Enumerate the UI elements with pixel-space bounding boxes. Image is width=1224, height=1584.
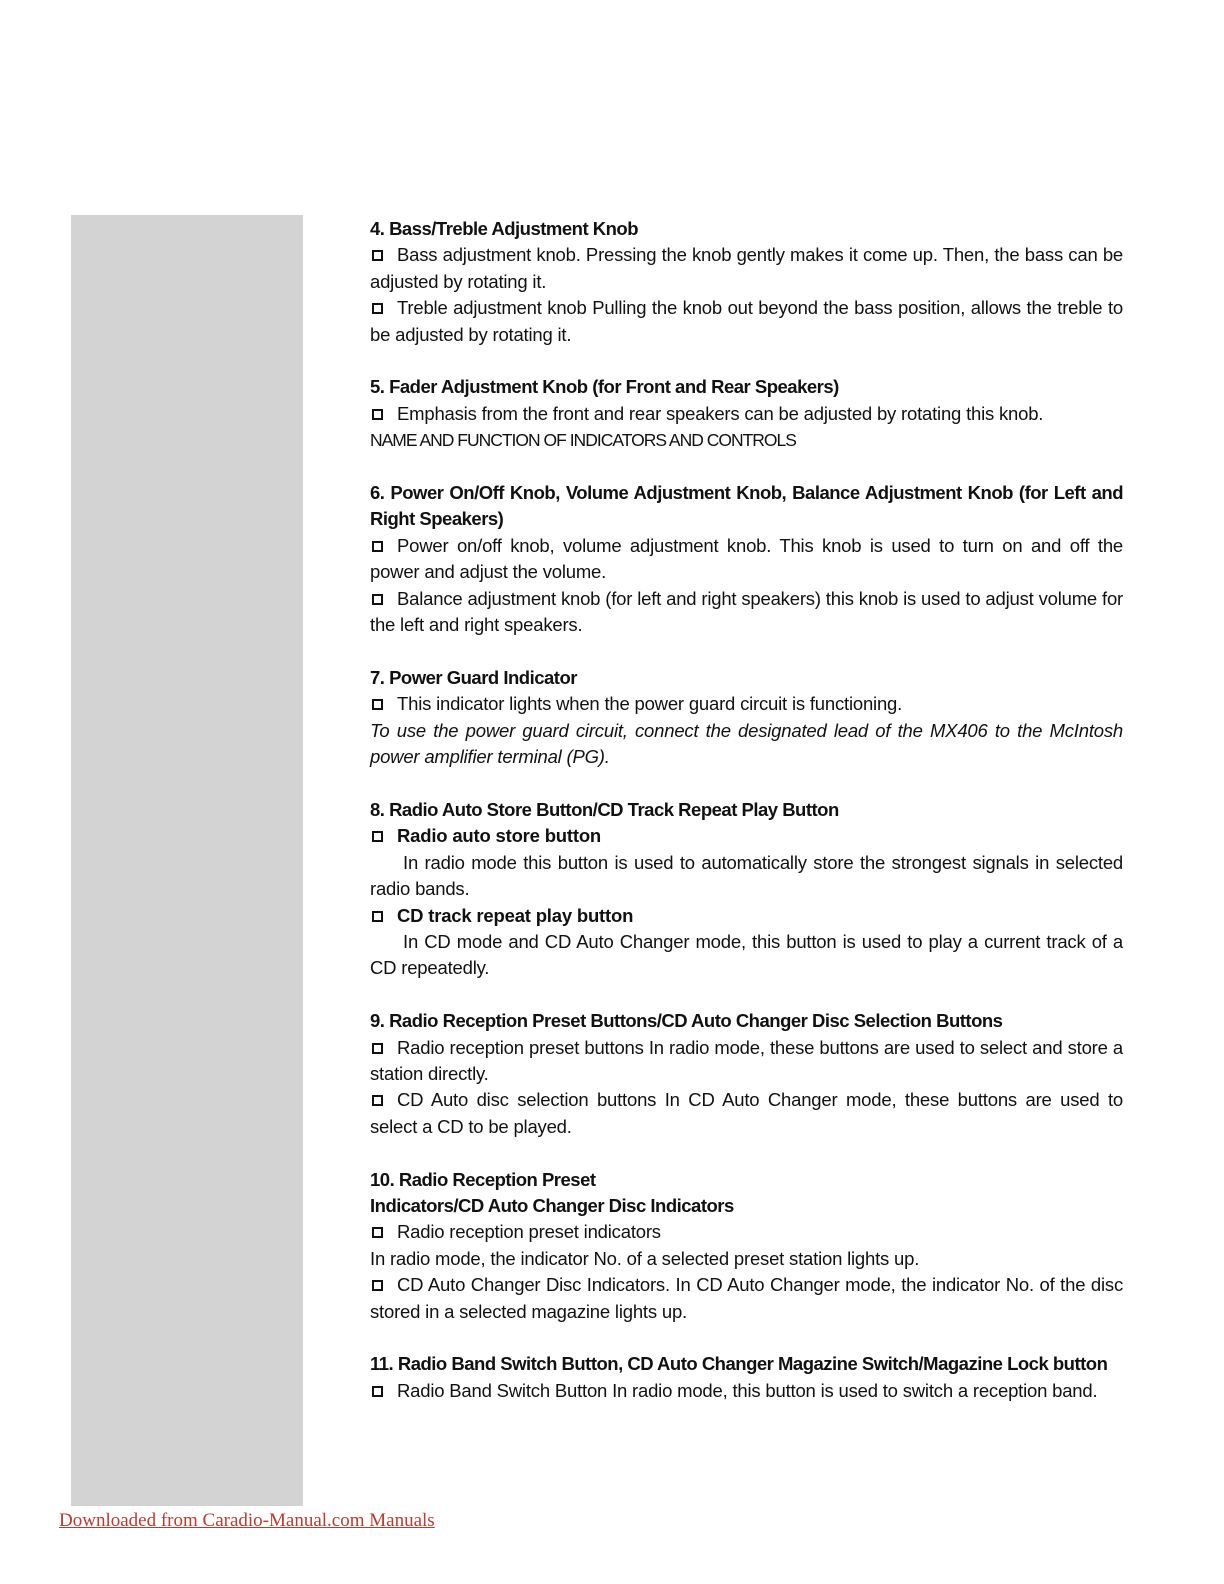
section-10-text-1: In radio mode, the indicator No. of a selected preset station lights up.: [370, 1247, 920, 1269]
section-10-item-2: CD Auto Changer Disc Indicators. In CD Auto Changer mode, the indicator No. of the disc stored in a selected magazine lights up.: [370, 1274, 1123, 1322]
section-4-item-1: Bass adjustment knob. Pressing the knob gently makes it come up. Then, the bass can be adjusted by rotating it.: [370, 244, 1123, 292]
section-8-subheading-2: CD track repeat play button: [370, 903, 1123, 929]
checkbox-icon: [372, 250, 383, 261]
section-8-text-1: In radio mode this button is used to automatically store the strongest signals in selected radio bands.: [370, 851, 1123, 900]
section-4-item-2: Treble adjustment knob Pulling the knob out beyond the bass position, allows the treble to be adjusted by rotating it.: [370, 297, 1123, 345]
section-caption: NAME AND FUNCTION OF INDICATORS AND CONTROLS: [370, 430, 796, 451]
section-10-item-1: Radio reception preset indicators: [370, 1219, 1123, 1245]
section-8-text-2: In CD mode and CD Auto Changer mode, this button is used to play a current track of a CD repeatedly.: [370, 930, 1123, 979]
section-9-item-1: Radio reception preset buttons In radio mode, these buttons are used to select and store a station directly.: [370, 1036, 1123, 1084]
section-9-heading: 9. Radio Reception Preset Buttons/CD Auto Changer Disc Selection Buttons: [370, 1010, 1003, 1032]
checkbox-icon: [372, 594, 383, 605]
left-margin-panel: [71, 215, 303, 1506]
checkbox-icon: [372, 1095, 383, 1106]
checkbox-icon: [372, 1227, 383, 1238]
checkbox-icon: [372, 541, 383, 552]
checkbox-icon: [372, 303, 383, 314]
checkbox-icon: [372, 1386, 383, 1397]
checkbox-icon: [372, 1280, 383, 1291]
section-9-item-2: CD Auto disc selection buttons In CD Auto Changer mode, these buttons are used to select a CD to be played.: [370, 1089, 1123, 1137]
checkbox-icon: [372, 831, 383, 842]
checkbox-icon: [372, 699, 383, 710]
section-5-item-1: Emphasis from the front and rear speakers can be adjusted by rotating this knob.: [370, 401, 1123, 427]
section-7-heading: 7. Power Guard Indicator: [370, 666, 577, 688]
section-7-item-1: This indicator lights when the power guard circuit is functioning.: [370, 691, 1123, 717]
checkbox-icon: [372, 911, 383, 922]
section-7-note: To use the power guard circuit, connect the designated lead of the MX406 to the McIntosh power amplifier terminal (PG).: [370, 719, 1123, 768]
section-10-heading-line-1: 10. Radio Reception Preset: [370, 1168, 596, 1190]
section-5-heading: 5. Fader Adjustment Knob (for Front and Rear Speakers): [370, 376, 839, 398]
checkbox-icon: [372, 1043, 383, 1054]
manual-content: [370, 216, 1123, 1404]
section-8-heading: 8. Radio Auto Store Button/CD Track Repeat Play Button: [370, 798, 839, 820]
section-6-heading: 6. Power On/Off Knob, Volume Adjustment Knob, Balance Adjustment Knob (for Left and Right Speakers): [370, 482, 1123, 530]
section-10-heading-line-2: Indicators/CD Auto Changer Disc Indicators: [370, 1194, 734, 1216]
section-11-item-1: Radio Band Switch Button In radio mode, this button is used to switch a reception band.: [370, 1378, 1123, 1404]
section-6-item-1: Power on/off knob, volume adjustment knob. This knob is used to turn on and off the power and adjust the volume.: [370, 534, 1123, 583]
download-source-link[interactable]: Downloaded from Caradio-Manual.com Manuals: [59, 1510, 435, 1531]
section-11-heading: 11. Radio Band Switch Button, CD Auto Changer Magazine Switch/Magazine Lock button: [370, 1353, 1108, 1375]
section-8-subheading-1: Radio auto store button: [370, 823, 1123, 849]
checkbox-icon: [372, 409, 383, 420]
section-4-heading: 4. Bass/Treble Adjustment Knob: [370, 218, 639, 239]
section-6-item-2: Balance adjustment knob (for left and right speakers) this knob is used to adjust volume for the left and right speakers.: [370, 587, 1123, 636]
